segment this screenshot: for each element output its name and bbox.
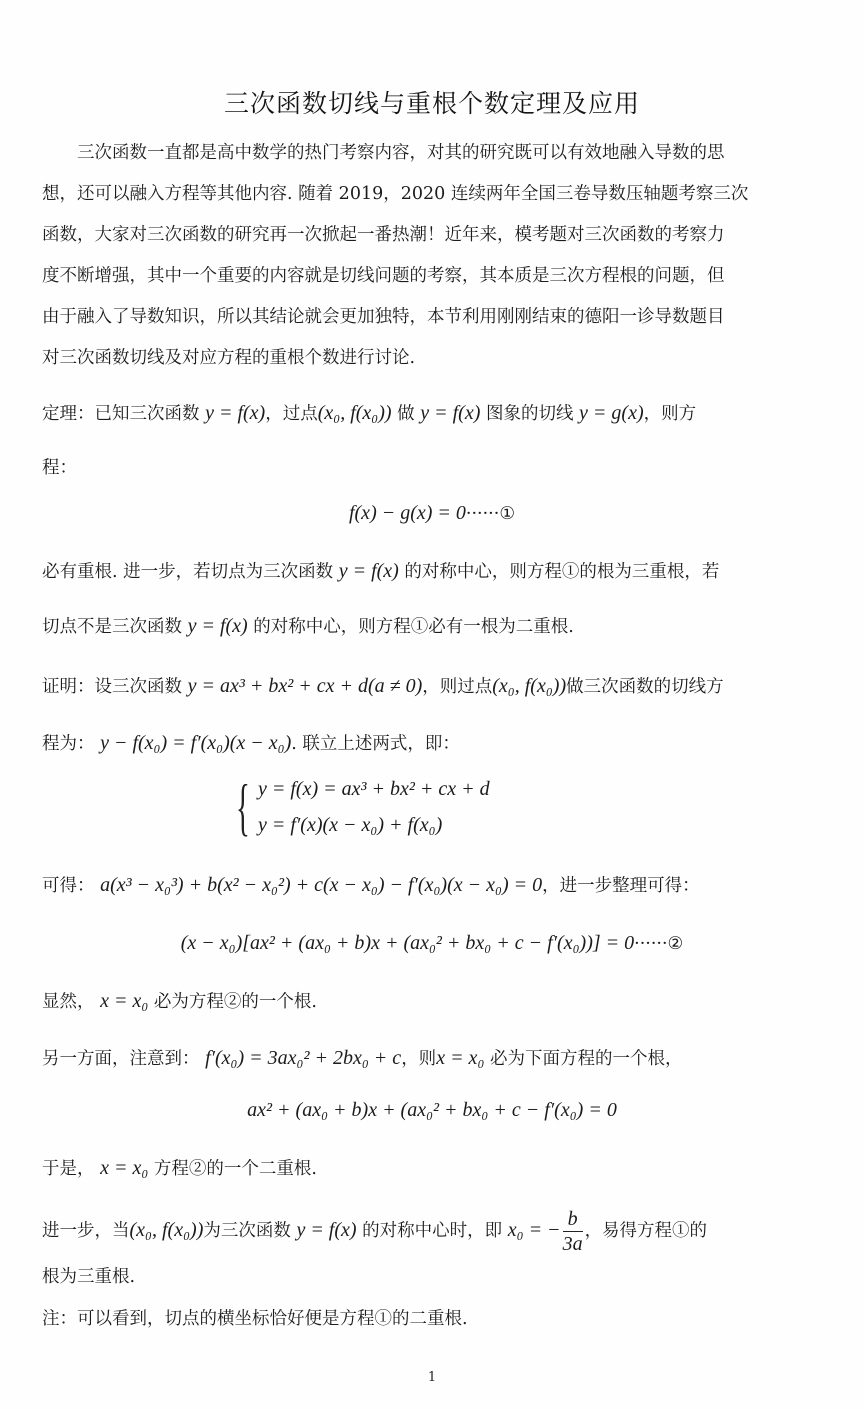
text: 切点不是三次函数 — [42, 617, 182, 637]
text: 必为方程②的一个根. — [153, 992, 317, 1012]
math-expr: y = f(x) — [187, 615, 248, 637]
text: 另一方面，注意到： — [42, 1049, 200, 1069]
text: 的对称中心，则方程①的根为三重根，若 — [404, 562, 720, 582]
theorem-label: 定理： — [42, 404, 95, 424]
math-expr: y = f(x) — [205, 402, 266, 424]
derive-line — [42, 872, 822, 899]
dots: ······ — [634, 934, 668, 954]
intro-line-6: 对三次函数切线及对应方程的重根个数进行讨论. — [42, 348, 416, 368]
dots: ······ — [465, 504, 500, 524]
fraction-denominator: 3a — [562, 1233, 583, 1255]
equation-1 — [0, 500, 864, 527]
system-line-1: y = f(x) = ax³ + bx² + cx + d — [258, 778, 490, 800]
intro-line-1: 三次函数一直都是高中数学的热门考察内容，对其的研究既可以有效地融入导数的思 — [77, 143, 725, 163]
other-line — [42, 1045, 822, 1072]
conclusion-line-1 — [42, 558, 822, 585]
text: ，过点 — [265, 404, 318, 424]
further-line-2: 根为三重根. — [42, 1267, 136, 1287]
intro-line-5: 由于融入了导数知识，所以其结论就会更加独特，本节利用刚刚结束的德阳一诊导数题目 — [42, 307, 725, 327]
left-brace: { — [236, 771, 250, 842]
text: 已知三次函数 — [94, 404, 200, 424]
math-expr: f(x) − g(x) = 0 — [348, 502, 466, 524]
text: 的对称中心时，即 — [362, 1221, 503, 1241]
math-expr: y = f(x) — [338, 560, 399, 582]
math-expr: (x − x₀)[ax² + (ax₀ + b)x + (ax₀² + bx₀ + c − f′(x₀))] = 0 — [180, 932, 635, 954]
theorem-line-2: 程： — [42, 458, 77, 478]
math-expr: (x₀, f(x₀)) — [317, 402, 392, 424]
text: 必有重根. 进一步，若切点为三次函数 — [42, 562, 334, 582]
intro-line-2: 想，还可以融入方程等其他内容. 随着 2019，2020 连续两年全国三卷导数压轴题考察三次 — [42, 184, 749, 204]
math-expr: y = f(x) — [296, 1219, 357, 1241]
math-expr: x = x₀ — [100, 1157, 149, 1179]
math-expr: (x₀, f(x₀)) — [129, 1219, 204, 1241]
math-expr: x = x₀ — [436, 1047, 485, 1069]
intro-line-3: 函数，大家对三次函数的研究再一次掀起一番热潮！近年来，模考题对三次函数的考察力 — [42, 225, 725, 245]
text: 于是， — [42, 1159, 95, 1179]
derive-label: 可得： — [42, 876, 95, 896]
text: 的对称中心，则方程①必有一根为二重根. — [253, 617, 574, 637]
math-expr: (x₀, f(x₀)) — [492, 675, 567, 697]
text: ，则 — [401, 1049, 437, 1069]
equation-mark: ② — [667, 934, 684, 954]
math-expr: y = f(x) — [420, 402, 481, 424]
text: 进一步，当 — [42, 1221, 130, 1241]
further-line-1 — [42, 1205, 822, 1256]
theorem-line-1 — [42, 400, 822, 427]
math-expr: x = x₀ — [100, 990, 149, 1012]
text: 显然， — [42, 992, 95, 1012]
math-expr: f′(x₀) = 3ax₀² + 2bx₀ + c — [205, 1047, 402, 1069]
conclusion-line-2 — [42, 613, 822, 640]
equation-2 — [0, 930, 864, 957]
math-expr: y − f(x₀) = f′(x₀)(x − x₀) — [100, 732, 292, 754]
text: 做 — [397, 404, 415, 424]
math-expr: a(x³ − x₀³) + b(x² − x₀²) + c(x − x₀) − f′(x₀)(x − x₀) = 0 — [100, 874, 543, 896]
text: 方程②的一个二重根. — [153, 1159, 317, 1179]
text: 图象的切线 — [485, 404, 574, 424]
page-number: 1 — [427, 1370, 437, 1385]
obvious-line — [42, 988, 822, 1015]
fraction — [563, 1207, 583, 1256]
text: 做三次函数的切线方 — [566, 677, 724, 697]
proof-line-1 — [42, 673, 822, 700]
text: 必为下面方程的一个根， — [489, 1049, 683, 1069]
thus-line — [42, 1155, 822, 1182]
math-expr: ax² + (ax₀ + b)x + (ax₀² + bx₀ + c − f′(x₀) = 0 — [247, 1099, 617, 1121]
proof-line-2 — [42, 730, 822, 757]
text: 程为： — [42, 734, 95, 754]
math-expr: y = ax³ + bx² + cx + d(a ≠ 0) — [187, 675, 423, 697]
equation-3 — [0, 1097, 864, 1124]
equation-mark: ① — [499, 504, 516, 524]
fraction-numerator: b — [563, 1207, 583, 1232]
intro-line-4: 度不断增强，其中一个重要的内容就是切线问题的考察，其本质是三次方程根的问题，但 — [42, 266, 725, 286]
system-line-2: y = f′(x)(x − x₀) + f(x₀) — [258, 814, 443, 836]
note-line: 注：可以看到，切点的横坐标恰好便是方程①的二重根. — [42, 1309, 468, 1329]
text: ，易得方程①的 — [584, 1221, 708, 1241]
text: . 联立上述两式，即： — [291, 734, 460, 754]
math-expr: x₀ = − — [507, 1219, 561, 1241]
proof-label: 证明： — [42, 677, 95, 697]
page-title: 三次函数切线与重根个数定理及应用 — [223, 89, 640, 118]
text: ，进一步整理可得： — [542, 876, 700, 896]
text: ，则方 — [643, 404, 697, 424]
text: ，则过点 — [422, 677, 493, 697]
text: 为三次函数 — [203, 1221, 291, 1241]
math-expr: y = g(x) — [579, 402, 644, 424]
text: 设三次函数 — [94, 677, 182, 697]
